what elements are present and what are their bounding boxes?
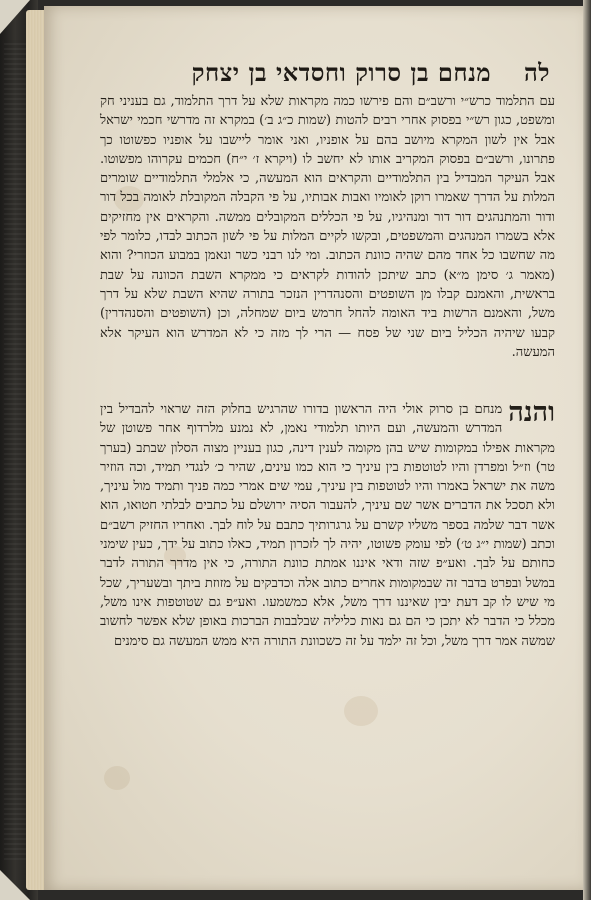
running-header [130,58,550,88]
folio-number: לה [523,58,550,87]
foxing-stain [104,766,130,790]
page-right-edge [583,0,591,900]
text-section-2 [100,397,555,651]
foxing-stain [344,696,378,726]
paragraph: מנחם בן סרוק אולי היה הראשון בדורו שהרגיש בחלוק הזה שראוי להבדיל בין המדרש והמעשה, ועם היותו תלמודי נאמן, לא נמנע מלרדוף אחר פשוטן של מקראות אפילו במקומות שיש בהן מקומה לענין דינה, כגון בעניין מצוה הסלון שבתב (בערך טר) וז״ל ומפרדן והיו לטוטפות בין עיניך כי הוא כמו עינים, שהיר כ׳ לנגדי תמיד, וכה הוזיר משה את ישראל באמרו והיו לטוטפות בין עיניך, עמי שים אמרי כמה פניך ותמיד מול עיניך, ולא תסכל את הדברים אשר שם עיניך, להעבור הסיה ירושלם על כתבים לבלתי חטואו, הוא אשר דבר שלמה בספר משליו קשרם על גרגרותיך כתבם על לוח לבך. ואחריו החזיק רשב״ם וכתב (שמות י״ג ט׳) לפי עומק פשוטו, יהיה לך לזכרון תמיד, כאלו כתוב על ידך, כעין שימני כחותם על לבך. ואע״פ שזה ודאי איננו אמתת כוונת התורה, כי אין מדרך התורה לדבר במשל ובפרט בדבר זה שבמקומות אחרים כתוב אלה וכדבקים על מזוזת ביתך ובשעריך, שכל מי שיש לו קב דעת יבין שאיננו דרך משל, אלא כמשמעו. ואע״פ גם שטוטפות אינו משל, מכלל כי הדבר לא יתכן כי הם גם נאות כליליה שבלבבות הברכות באופן שלא אפשר לחשוב שמשה אמר דרך משל, וכל זה ילמד על זה כשכוונת התורה היא ממש המעשה גם סימנים [100,402,555,649]
opening-word: והנה [508,397,555,428]
paragraph: עם התלמוד כרש״י ורשב״ם והם פירשו כמה מקראות שלא על דרך התלמוד, גם בעניני חק ומשפט, כגון רש״י בפסוק אחרי רבים להטות (שמות כ״ג ב׳) במקרא זה מדרשי חכמי ישראל אבל אין לשון המקרא מיושב בהם על אופניו, ואני אומר ליישבו על אופניו כפשוטו כך פתרונו, ורשב״ם בפסוק המקריב אותו לא יחשב לו (ויקרא ז׳ י״ח) חכמים עקרוהו מפשוטו. אבל העיקר המבדיל בין התלמודיים והקראים הוא המעשה, כי אלמלי התלמודיים שומרים המלות על הדרך שאמרו רוקן לאומיו ואבות אבותיו, על פי הקבלה המקובלת לאומה בכל דור ודור והמתנהגים דור דור ומנהיגיו, על פי הכללים המקובלים ממשה. והקראים אין מחזיקים אלא בשמרו המנהגים והמשפטים, ובקשו לקיים המלות על פי לשון הכתוב לבדו, כלומר לפי מה שחשבו כל אחד מהם שהיה כוונת הכתוב. ומי לנו רבני כשר ונאמן במבוע הכוזרי? והוא (מאמר ג׳ סימן מ״א) כתב שיתכן להודות לקראים כי ממקרא השבת הכוונה על שבת בראשית, והאמנם קבלו מן השופטים והסנהדרין הנזכר בתורה שהיא השבת שלא על דרך משל, והאמנם הרשות ביד האומה להחל חרמש ביום שמחלה, וכן (השופטים והסנהדרין) קבעו שיהיה הכליל ביום שני של פסח — הרי לך מזה כי לא המדרש הוא העיקר אלא המעשה. [100,94,555,360]
text-section-1 [100,92,555,362]
running-title: מנחם בן סרוק וחסדאי בן יצחק [191,58,492,87]
